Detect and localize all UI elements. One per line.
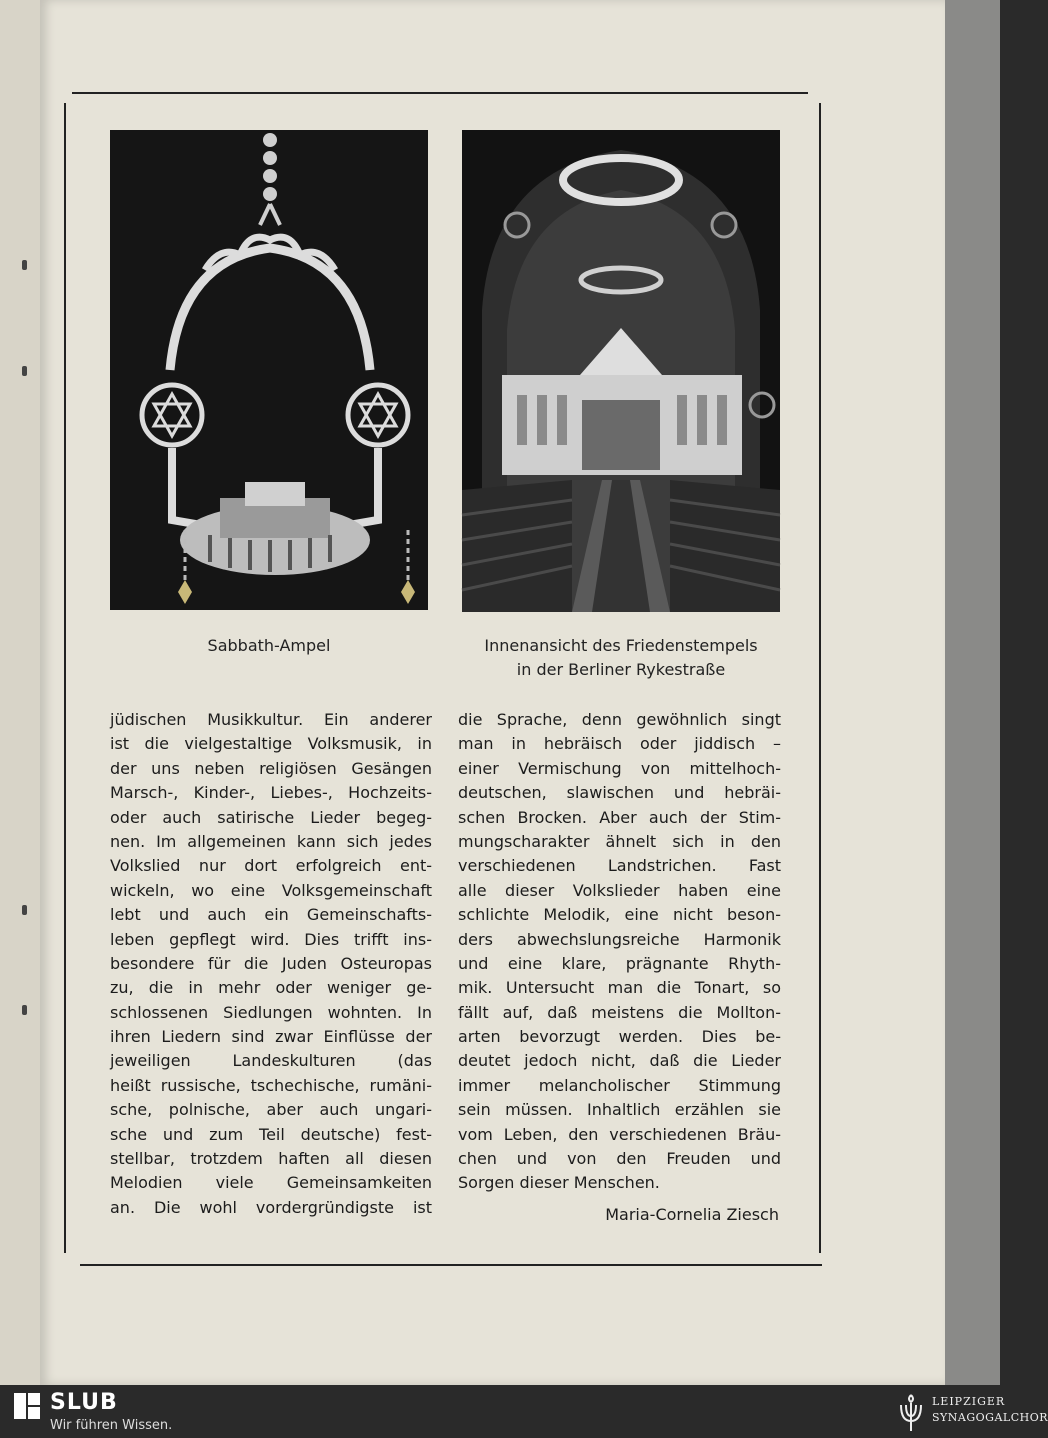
text-line: wickeln, wo eine Volksgemeinschaft (110, 880, 432, 900)
text-line: Volkslied nur dort erfolgreich ent- (110, 856, 432, 876)
slub-tagline: Wir führen Wissen. (50, 1418, 173, 1433)
lamp-caption (110, 634, 428, 658)
frame-left-rule (64, 103, 66, 1253)
temple-interior-photo (462, 130, 780, 612)
text-line: die Sprache, denn gewöhnlich singt (458, 710, 781, 729)
text-line: besondere für die Juden Osteuropas (110, 953, 432, 973)
text-line: sche und zum Teil deutsche) fest- (110, 1124, 432, 1144)
text-line: sein müssen. Inhaltlich erzählen sie (458, 1100, 781, 1120)
text-line: ihren Liedern sind zwar Einflüsse der (110, 1027, 432, 1047)
text-line: deutet jedoch nicht, daß die Lieder (458, 1051, 781, 1071)
frame-right-rule (819, 103, 821, 1253)
staple (22, 260, 27, 270)
lamp-caption-text: Sabbath-Ampel (207, 636, 331, 655)
text-line: arten bevorzugt werden. Dies be- (458, 1027, 781, 1047)
text-line: fällt auf, daß meistens die Mollton- (458, 1002, 781, 1022)
frame-top-rule (72, 92, 808, 94)
text-line: nen. Im allgemeinen kann sich jedes (110, 831, 432, 851)
text-line: und eine klare, prägnante Rhyth- (458, 953, 781, 973)
text-line: man in hebräisch oder jiddisch – (458, 734, 781, 754)
text-column-left (110, 708, 432, 1220)
text-line: einer Vermischung von mittelhoch- (458, 758, 781, 778)
text-line: stellbar, trotzdem haften all diesen (110, 1149, 432, 1169)
text-line: Marsch-, Kinder-, Liebes-, Hochzeits- (110, 783, 432, 803)
frame-bottom-rule (80, 1264, 822, 1266)
text-line: jüdischen Musikkultur. Ein anderer (110, 710, 432, 729)
text-line: jeweiligen Landeskulturen (das (110, 1051, 432, 1071)
text-line: alle dieser Volkslieder haben eine (458, 880, 781, 900)
choir-name-line1: LEIPZIGER (932, 1395, 1006, 1408)
text-line: mungscharakter ähnelt sich in den (458, 831, 781, 851)
text-line: sche, polnische, aber auch ungari- (110, 1100, 432, 1120)
text-line: oder auch satirische Lieder begeg- (110, 807, 432, 827)
previous-page-edge (0, 0, 41, 1385)
sabbath-lamp-photo (110, 130, 428, 610)
text-line: immer melancholischer Stimmung (458, 1075, 781, 1095)
choir-name-line2: SYNAGOGALCHOR (932, 1411, 1048, 1424)
viewer-footer (0, 1385, 1048, 1438)
text-line: chen und von den Freuden und (458, 1149, 781, 1169)
page-edge (945, 0, 1000, 1385)
staple (22, 1005, 27, 1015)
text-line: leben gepflegt wird. Dies trifft ins- (110, 929, 432, 949)
author-signature: Maria-Cornelia Ziesch (605, 1205, 779, 1224)
text-line: verschiedenen Landstrichen. Fast (458, 856, 781, 876)
text-line: Sorgen dieser Menschen. (458, 1173, 660, 1193)
staple (22, 366, 27, 376)
text-line: vom Leben, den verschiedenen Bräu- (458, 1124, 781, 1144)
text-line: deutschen, slawischen und hebräi- (458, 783, 781, 803)
menorah-icon (896, 1393, 926, 1433)
temple-caption-line: Innenansicht des Friedenstempels (484, 636, 758, 655)
text-line: mik. Untersucht man die Tonart, so (458, 978, 781, 998)
text-line: lebt und auch ein Gemeinschafts- (110, 905, 432, 925)
temple-caption-line: in der Berliner Rykestraße (516, 660, 726, 679)
text-line: schen Brocken. Aber auch der Stim- (458, 807, 781, 827)
text-line: zu, die in mehr oder weniger ge- (110, 978, 432, 998)
text-line: ist die vielgestaltige Volksmusik, in (110, 734, 432, 754)
text-line: der uns neben religiösen Gesängen (110, 758, 432, 778)
text-column-right (458, 708, 781, 1196)
text-line: an. Die wohl vordergründigste ist (110, 1197, 432, 1217)
text-line: ders abwechslungsreiche Harmonik (458, 929, 781, 949)
text-line: Melodien viele Gemeinsamkeiten (110, 1173, 432, 1193)
staple (22, 905, 27, 915)
slub-name[interactable]: SLUB (50, 1390, 118, 1415)
temple-caption (462, 634, 780, 682)
text-line: schlichte Melodik, eine nicht beson- (458, 905, 781, 925)
slub-logo-icon[interactable] (14, 1393, 40, 1419)
text-line: schlossenen Siedlungen wohnten. In (110, 1002, 432, 1022)
text-line: heißt russische, tschechische, rumäni- (110, 1075, 432, 1095)
